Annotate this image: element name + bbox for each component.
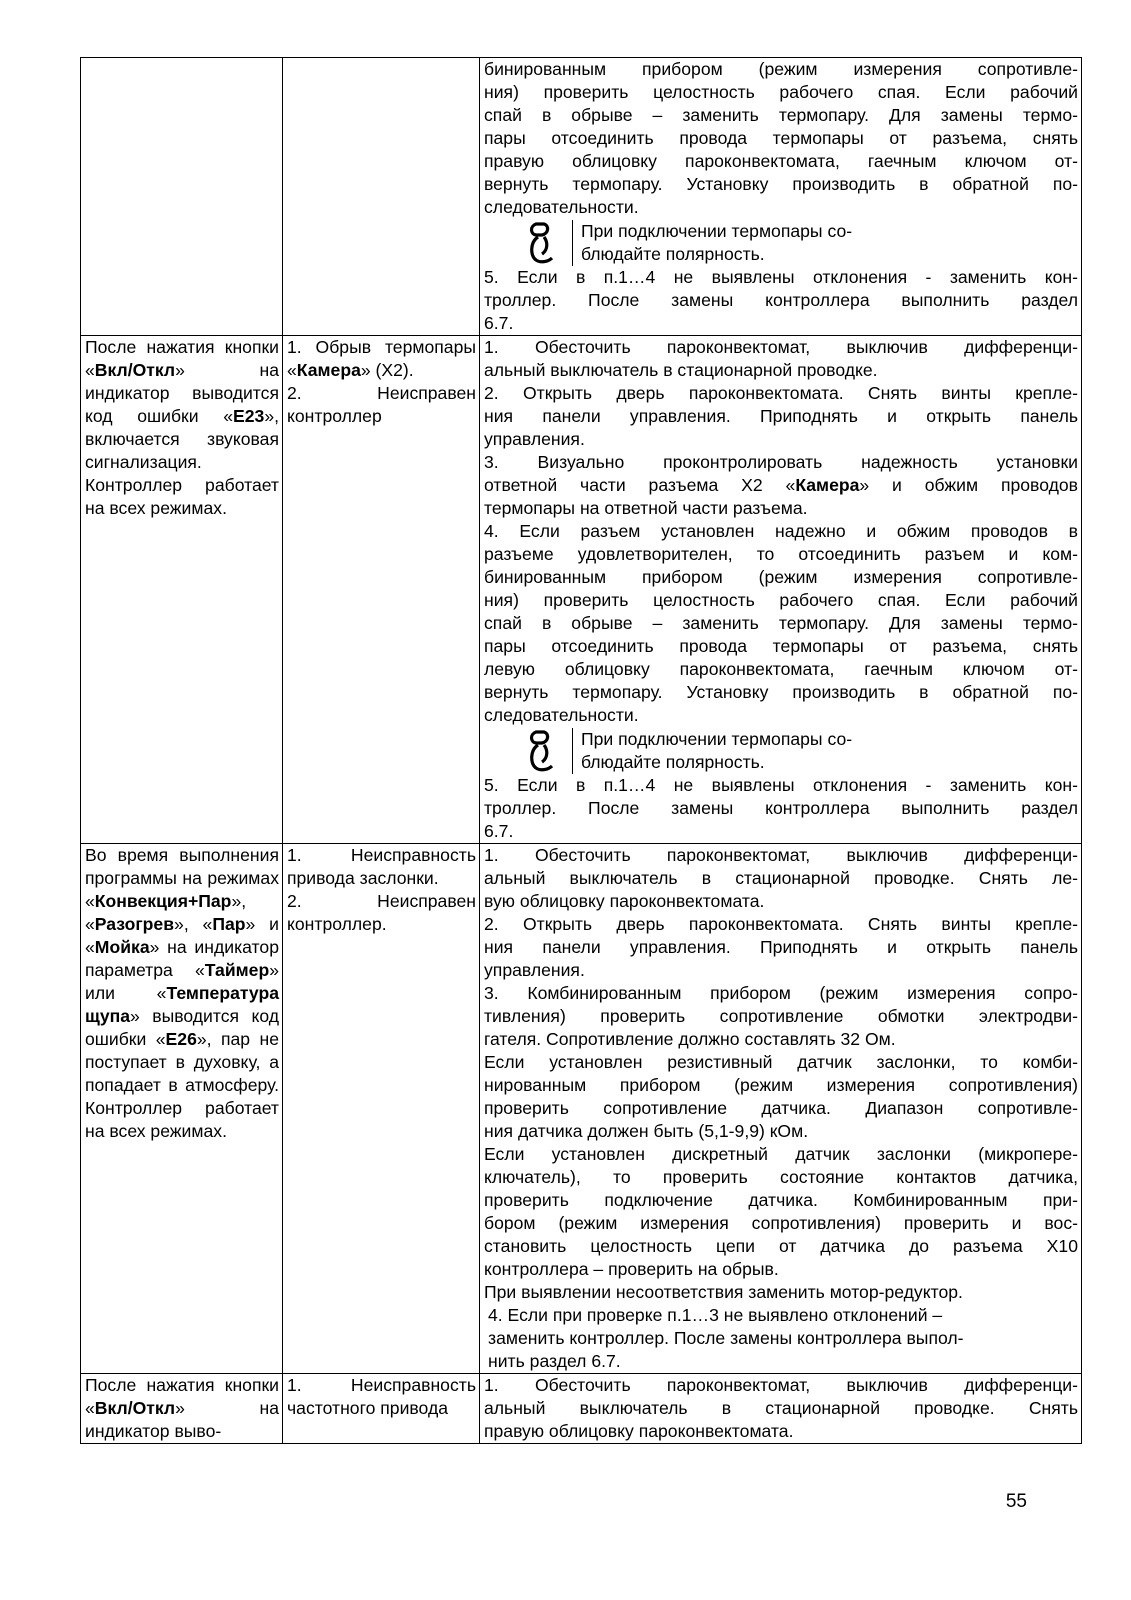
table-row bbox=[81, 844, 1082, 1374]
action-line: следовательности. bbox=[484, 705, 639, 725]
action-cell bbox=[480, 336, 1082, 844]
action-line: ния) проверить целостность рабочего спая. Если рабочий bbox=[484, 590, 1078, 610]
action-line: ответной части разъема Х2 «Камера» и обжим проводов bbox=[484, 475, 1078, 495]
action-line: вернуть термопару. Установку производить в обратной по- bbox=[484, 682, 1078, 702]
action-line: При выявлении несоответствия заменить мотор-редуктор. bbox=[484, 1282, 963, 1302]
action-line: бором (режим измерения сопротивления) проверить и вос- bbox=[484, 1213, 1078, 1233]
action-line: спай в обрыве – заменить термопару. Для замены термо- bbox=[484, 613, 1078, 633]
action-line: ния) проверить целостность рабочего спая. Если рабочий bbox=[484, 82, 1078, 102]
table-row bbox=[81, 336, 1082, 844]
polarity-note bbox=[510, 728, 1078, 774]
cause-cell bbox=[283, 58, 480, 336]
action-line: термопары на ответной части разъема. bbox=[484, 498, 808, 518]
action-line: разъеме удовлетворителен, то отсоединить разъем и ком- bbox=[484, 544, 1078, 564]
action-line: бинированным прибором (режим измерения сопротивле- bbox=[484, 59, 1078, 79]
action-line: вернуть термопару. Установку производить в обратной по- bbox=[484, 174, 1078, 194]
action-line: 2. Открыть дверь пароконвектомата. Снять винты крепле- bbox=[484, 914, 1078, 934]
action-line: 3. Комбинированным прибором (режим измерения сопро- bbox=[484, 983, 1078, 1003]
action-line: 6.7. bbox=[484, 821, 514, 841]
action-line: 1. Обесточить пароконвектомат, выключив дифференци- bbox=[484, 337, 1078, 357]
action-line: ния панели управления. Приподнять и открыть панель bbox=[484, 406, 1078, 426]
action-line: левую облицовку пароконвектомата, гаечным ключом от- bbox=[484, 659, 1078, 679]
action-line: проверить сопротивление датчика. Диапазон сопротивле- bbox=[484, 1098, 1078, 1118]
action-line: альный выключатель в стационарной проводке. Снять bbox=[484, 1398, 1078, 1418]
action-line: проверить подключение датчика. Комбинированным при- bbox=[484, 1190, 1078, 1210]
info-icon bbox=[510, 220, 572, 266]
action-line: спай в обрыве – заменить термопару. Для замены термо- bbox=[484, 105, 1078, 125]
action-line: 3. Визуально проконтролировать надежность установки bbox=[484, 452, 1078, 472]
note-text: При подключении термопары со- блюдайте полярность. bbox=[572, 220, 911, 266]
action-line: 5. Если в п.1…4 не выявлены отклонения - заменить кон- bbox=[484, 267, 1078, 287]
table-row bbox=[81, 1374, 1082, 1444]
action-line: Если установлен резистивный датчик заслонки, то комби- bbox=[484, 1052, 1078, 1072]
symptom-cell bbox=[81, 58, 283, 336]
action-line: пары отсоединить провода термопары от разъема, снять bbox=[484, 128, 1078, 148]
action-line: 6.7. bbox=[484, 313, 514, 333]
action-line: нированным прибором (режим измерения сопротивления) bbox=[484, 1075, 1078, 1095]
action-cell bbox=[480, 1374, 1082, 1444]
action-line: контроллера – проверить на обрыв. bbox=[484, 1259, 779, 1279]
action-line: заменить контроллер. После замены контроллера выпол- bbox=[488, 1328, 964, 1348]
action-line: ния панели управления. Приподнять и открыть панель bbox=[484, 937, 1078, 957]
action-line: ния датчика должен быть (5,1-9,9) кОм. bbox=[484, 1121, 809, 1141]
action-cell bbox=[480, 58, 1082, 336]
action-line: следовательности. bbox=[484, 197, 639, 217]
action-line: правую облицовку пароконвектомата. bbox=[484, 1421, 794, 1441]
action-line: вую облицовку пароконвектомата. bbox=[484, 891, 765, 911]
cause-cell: 1. Обрыв термопары «Камера» (Х2). 2. Неисправен контроллер bbox=[283, 336, 480, 844]
action-line: 4. Если разъем установлен надежно и обжим проводов в bbox=[484, 521, 1078, 541]
action-line: Если установлен дискретный датчик заслонки (микропере- bbox=[484, 1144, 1078, 1164]
action-line: 1. Обесточить пароконвектомат, выключив дифференци- bbox=[484, 1375, 1078, 1395]
table-row bbox=[81, 58, 1082, 336]
cause-cell: 1. Неисправность привода заслонки. 2. Неисправен контроллер. bbox=[283, 844, 480, 1374]
action-line: бинированным прибором (режим измерения сопротивле- bbox=[484, 567, 1078, 587]
cause-cell: 1. Неисправность частотного привода bbox=[283, 1374, 480, 1444]
symptom-cell: Во время выполнения программы на режимах «Конвекция+Пар», «Разогрев», «Пар» и «Мойка» на индикатор параметра «Таймер» или «Температура щупа» выводится код ошибки «Е26», пар не поступает в духовку, а попадает в атмосферу. Контроллер работает на всех режимах. bbox=[81, 844, 283, 1374]
action-line: альный выключатель в стационарной проводке. bbox=[484, 360, 878, 380]
polarity-note bbox=[510, 220, 1078, 266]
action-line: правую облицовку пароконвектомата, гаечным ключом от- bbox=[484, 151, 1078, 171]
action-line: управления. bbox=[484, 429, 585, 449]
troubleshooting-table bbox=[80, 57, 1082, 1444]
symptom-cell: После нажатия кнопки «Вкл/Откл» на индикатор выво- bbox=[81, 1374, 283, 1444]
action-line: альный выключатель в стационарной проводке. Снять ле- bbox=[484, 868, 1078, 888]
action-line: троллер. После замены контроллера выполнить раздел bbox=[484, 798, 1078, 818]
note-text: При подключении термопары со- блюдайте полярность. bbox=[572, 728, 911, 774]
action-line: тивления) проверить сопротивление обмотки электродви- bbox=[484, 1006, 1078, 1026]
action-line: 1. Обесточить пароконвектомат, выключив дифференци- bbox=[484, 845, 1078, 865]
action-cell bbox=[480, 844, 1082, 1374]
action-line: нить раздел 6.7. bbox=[488, 1351, 621, 1371]
action-line: пары отсоединить провода термопары от разъема, снять bbox=[484, 636, 1078, 656]
action-line: ключатель), то проверить состояние контактов датчика, bbox=[484, 1167, 1078, 1187]
symptom-cell: После нажатия кнопки «Вкл/Откл» на индикатор выводится код ошибки «Е23», включается звуковая сигнализация. Контроллер работает на всех режимах. bbox=[81, 336, 283, 844]
action-line: управления. bbox=[484, 960, 585, 980]
action-line: 5. Если в п.1…4 не выявлены отклонения - заменить кон- bbox=[484, 775, 1078, 795]
action-line: 4. Если при проверке п.1…3 не выявлено отклонений – bbox=[488, 1305, 943, 1325]
action-line: троллер. После замены контроллера выполнить раздел bbox=[484, 290, 1078, 310]
page-number: 55 bbox=[1005, 1491, 1027, 1512]
action-line: 2. Открыть дверь пароконвектомата. Снять винты крепле- bbox=[484, 383, 1078, 403]
info-icon bbox=[510, 728, 572, 774]
action-line: гателя. Сопротивление должно составлять 32 Ом. bbox=[484, 1029, 896, 1049]
action-line: становить целостность цепи от датчика до разъема Х10 bbox=[484, 1236, 1078, 1256]
